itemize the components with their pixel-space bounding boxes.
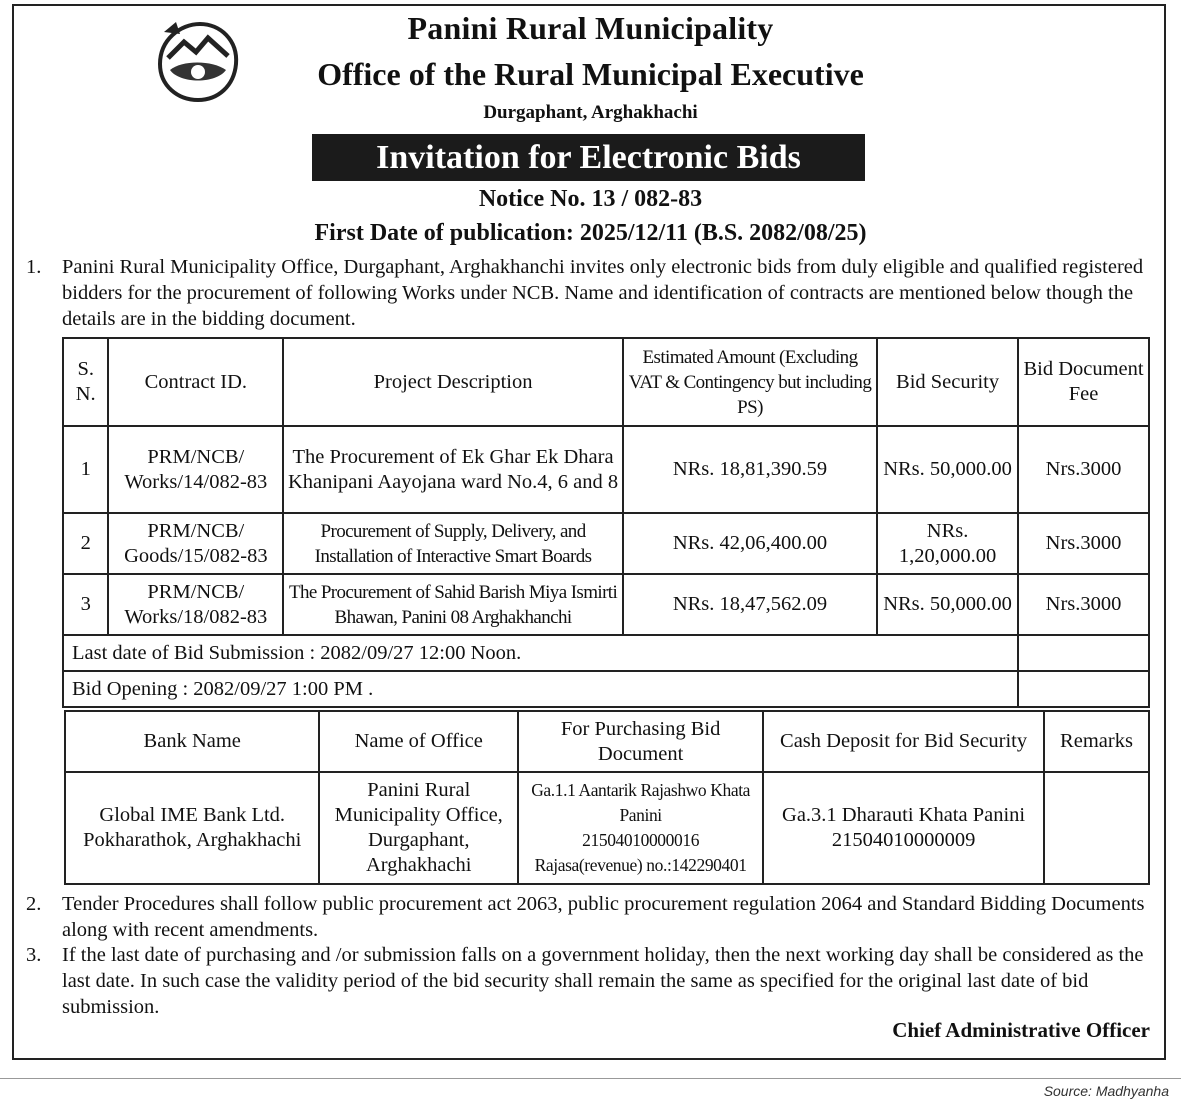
table-row (63, 635, 1149, 671)
remarks-cell (1044, 772, 1149, 884)
purchase-header: For Purchasing Bid Document (518, 711, 763, 772)
clause-number: 1. (26, 256, 42, 278)
description-header: Project Description (283, 338, 623, 426)
row-description: The Procurement of Ek Ghar Ek Dhara Khanipani Aayojana ward No.4, 6 and 8 (283, 426, 623, 513)
last-submission-date: Last date of Bid Submission : 2082/09/27 12:00 Noon. (63, 635, 1018, 671)
row-amount: NRs. 42,06,400.00 (623, 513, 877, 574)
deposit-account (763, 772, 1044, 884)
row-bid-security: NRs. 50,000.00 (877, 574, 1018, 635)
org-name: Panini Rural Municipality (407, 10, 774, 46)
bank-name-header: Bank Name (65, 711, 319, 772)
row-doc-fee: Nrs.3000 (1018, 574, 1149, 635)
row-sn: 3 (63, 574, 108, 635)
row-amount: NRs. 18,47,562.09 (623, 574, 877, 635)
remarks-header: Remarks (1044, 711, 1149, 772)
empty-cell (1018, 671, 1149, 707)
contract-id-header: Contract ID. (108, 338, 283, 426)
deposit-account-number: 21504010000009 (831, 829, 976, 851)
notice-banner: Invitation for Electronic Bids (312, 134, 865, 181)
office-name-header: Name of Office (319, 711, 518, 772)
amount-header: Estimated Amount (Excluding VAT & Contingency but including PS) (623, 338, 877, 426)
table-header-row (65, 711, 1149, 772)
purchase-account (518, 772, 763, 884)
table-row (63, 574, 1149, 635)
row-doc-fee: Nrs.3000 (1018, 426, 1149, 513)
office-name: Office of the Rural Municipal Executive (317, 56, 864, 92)
bid-opening-date: Bid Opening : 2082/09/27 1:00 PM . (63, 671, 1018, 707)
clause-text: Tender Procedures shall follow public procurement act 2063, public procurement regulation 2064 and Standard Bidding Documents along with recent amendments. (62, 893, 1145, 941)
first-publication-date: First Date of publication: 2025/12/11 (B.S. 2082/08/25) (314, 220, 867, 246)
deposit-header: Cash Deposit for Bid Security (763, 711, 1044, 772)
row-sn: 1 (63, 426, 108, 513)
row-doc-fee: Nrs.3000 (1018, 513, 1149, 574)
purchase-account-name: Ga.1.1 Aantarik Rajashwo Khata Panini (531, 780, 751, 825)
table-header-row (63, 338, 1149, 426)
deposit-account-name: Ga.3.1 Dharauti Khata Panini (782, 804, 1026, 826)
clause-text: If the last date of purchasing and /or submission falls on a government holiday, then the next working day shall be considered as the last date. In such case the validity period of the bid security shall remain the same as specified for the original last date of bid submission. (62, 944, 1144, 1018)
office-address: Durgaphant, Arghakhachi (483, 102, 698, 123)
row-bid-security: NRs. 1,20,000.00 (877, 513, 1018, 574)
revenue-number: Rajasa(revenue) no.:142290401 (534, 855, 747, 875)
divider (0, 1078, 1181, 1079)
table-row (63, 426, 1149, 513)
row-description: The Procurement of Sahid Barish Miya Ismirti Bhawan, Panini 08 Arghakhanchi (283, 574, 623, 635)
doc-fee-header: Bid Document Fee (1018, 338, 1149, 426)
row-contract-id: PRM/NCB/ Works/14/082-83 (108, 426, 283, 513)
row-description: Procurement of Supply, Delivery, and Installation of Interactive Smart Boards (283, 513, 623, 574)
signature: Chief Administrative Officer (892, 1018, 1150, 1042)
table-row (65, 772, 1149, 884)
purchase-account-number: 21504010000016 (582, 830, 700, 850)
bid-security-header: Bid Security (877, 338, 1018, 426)
bank-name: Global IME Bank Ltd. Pokharathok, Arghakhachi (65, 772, 319, 884)
contracts-table (62, 337, 1150, 708)
notice-number: Notice No. 13 / 082-83 (478, 186, 703, 212)
row-sn: 2 (63, 513, 108, 574)
source-credit: Source: Madhyanha (1043, 1083, 1169, 1099)
clause-number: 3. (26, 944, 42, 966)
row-contract-id: PRM/NCB/ Works/18/082-83 (108, 574, 283, 635)
table-row (63, 671, 1149, 707)
empty-cell (1018, 635, 1149, 671)
row-amount: NRs. 18,81,390.59 (623, 426, 877, 513)
table-row (63, 513, 1149, 574)
clause-number: 2. (26, 893, 42, 915)
bank-table (64, 710, 1150, 885)
office-name-cell: Panini Rural Municipality Office, Durgaphant, Arghakhachi (319, 772, 518, 884)
clause-text: Panini Rural Municipality Office, Durgaphant, Arghakhanchi invites only electronic bids from duly eligible and qualified registered bidders for the procurement of following Works under NCB. Name and identification of contracts are mentioned below though the details are in the bidding document. (62, 256, 1144, 330)
row-contract-id: PRM/NCB/ Goods/15/082-83 (108, 513, 283, 574)
row-bid-security: NRs. 50,000.00 (877, 426, 1018, 513)
sn-header: S. N. (63, 338, 108, 426)
